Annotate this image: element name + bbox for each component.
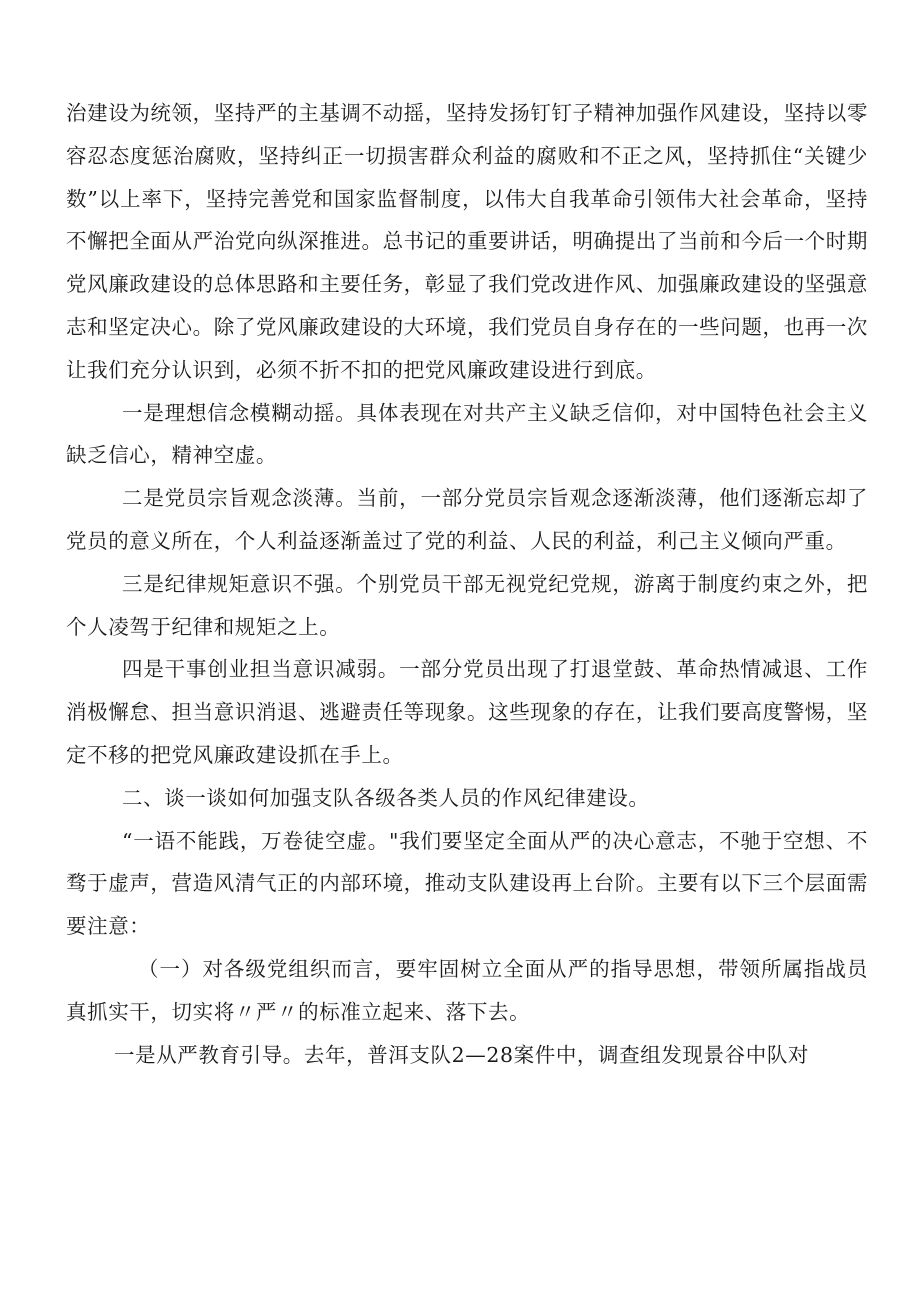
section-heading-two: 二、谈一谈如何加强支队各级各类人员的作风纪律建设。 xyxy=(122,785,650,810)
paragraph-strict-education: 一是从严教育引导。去年，普洱支队2—28案件中，调查组发现景谷中队对 xyxy=(114,1042,810,1067)
paragraph-point-two: 二是党员宗旨观念淡薄。当前，一部分党员宗旨观念逐渐淡薄，他们逐渐忘却了党员的意义所在，个人利益逐渐盖过了党的利益、人民的利益，利己主义倾向严重。 xyxy=(66,486,868,553)
paragraph-quote: “一语不能践，万卷徒空虚。"我们要坚定全面从严的决心意志，不驰于空想、不骛于虚声，营造风清气正的内部环境，推动支队建设再上台阶。主要有以下三个层面需要注意： xyxy=(66,828,868,939)
paragraph-intro-continuation: 治建设为统领，坚持严的主基调不动摇，坚持发扬钉钉子精神加强作风建设，坚持以零容忍态度惩治腐败，坚持纠正一切损害群众利益的腐败和不正之风，坚持抓住“关键少数”以上率下，坚持完善党和国家监督制度，以伟大自我革命引领伟大社会革命，坚持不懈把全面从严治党向纵深推进。总书记的重要讲话，明确提出了当前和今后一个时期党风廉政建设的总体思路和主要任务，彰显了我们党改进作风、加强廉政建设的坚强意志和坚定决心。除了党风廉政建设的大环境，我们党员自身存在的一些问题，也再一次让我们充分认识到，必须不折不扣的把党风廉政建设进行到底。 xyxy=(66,101,868,382)
paragraph-point-one: 一是理想信念模糊动摇。具体表现在对共产主义缺乏信仰，对中国特色社会主义缺乏信心，精神空虚。 xyxy=(66,400,868,468)
subsection-heading-one: （一）对各级党组织而言，要牢固树立全面从严的指导思想，带领所属指战员真抓实干，切实将〃严〃的标准立起来、落下去。 xyxy=(66,956,868,1024)
paragraph-point-four: 四是干事创业担当意识减弱。一部分党员出现了打退堂鼓、革命热情减退、工作消极懈怠、担当意识消退、逃避责任等现象。这些现象的存在，让我们要高度警惕，坚定不移的把党风廉政建设抓在手上。 xyxy=(66,657,868,767)
document-body xyxy=(66,92,868,1076)
paragraph-point-three: 三是纪律规矩意识不强。个别党员干部无视党纪党规，游离于制度约束之外，把个人凌驾于纪律和规矩之上。 xyxy=(66,571,868,639)
